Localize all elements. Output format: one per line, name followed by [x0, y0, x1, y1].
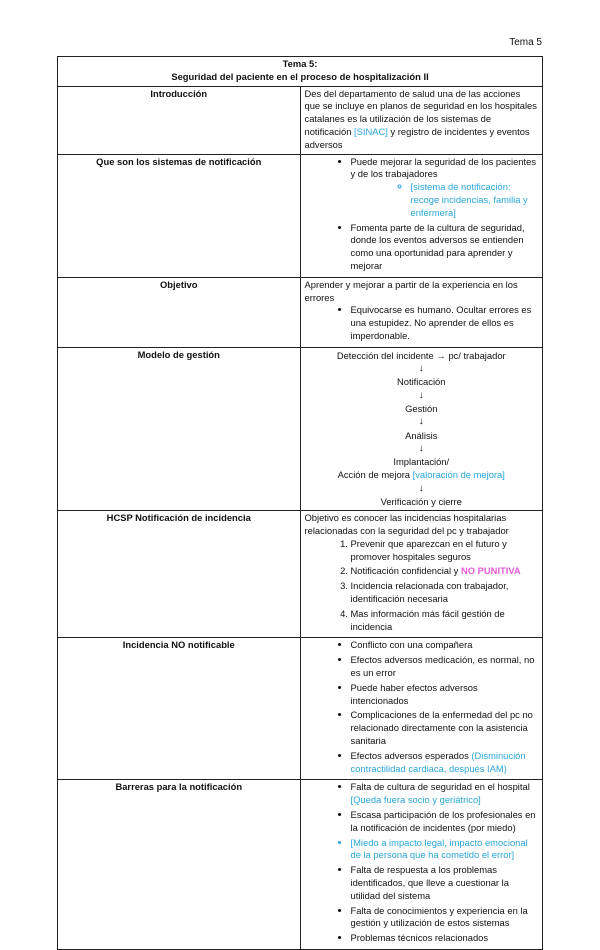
label-hcsp: HCSP Notificación de incidencia — [58, 511, 301, 638]
item-text: Efectos adversos esperados — [350, 749, 472, 761]
flow-step-notificacion: Notificación — [397, 376, 446, 388]
que-son-list — [305, 156, 539, 273]
flow-diagram — [300, 347, 543, 511]
barreras-list — [305, 781, 539, 945]
row-introduccion — [58, 86, 543, 154]
content-barreras — [300, 780, 543, 950]
down-arrow-icon: ↓ — [418, 482, 424, 494]
intro-text-a: Des del departamento de salud una de las acciones que se incluye en planos de seguridad en los hospitales catalanes es la utilización de los sistemas de notificación — [304, 87, 537, 137]
accion-text: Acción de mejora — [337, 469, 413, 481]
flow-step-accion — [305, 468, 539, 481]
item-text: Notificación confidencial y — [350, 565, 461, 577]
no-punitiva: NO PUNITIVA — [460, 565, 521, 577]
no-notificable-list — [305, 639, 539, 775]
accion-note: [valoración de mejora] — [412, 469, 505, 481]
label-introduccion: Introducción — [58, 86, 301, 154]
flow-step-analisis: Análisis — [405, 429, 438, 441]
flow-step-implantacion: Implantación/ — [393, 456, 450, 468]
list-item: • Falta de conocimientos y experiencia en la gestión y utilización de estos sistemas — [351, 905, 539, 931]
label-barreras: Barreras para la notificación — [58, 780, 301, 950]
sub-list — [351, 181, 539, 219]
row-objetivo — [58, 277, 543, 347]
item-text: Falta de cultura de seguridad en el hospital — [350, 781, 530, 793]
title-row — [58, 57, 543, 87]
list-item: 3. Incidencia relacionada con trabajador, identificación necesaria — [351, 580, 539, 606]
row-modelo — [58, 347, 543, 511]
down-arrow-icon: ↓ — [418, 442, 424, 454]
flow-step-verificacion: Verificación y cierre — [380, 496, 462, 507]
objetivo-text: Aprender y mejorar a partir de la experiencia en los errores — [304, 278, 518, 303]
row-barreras — [58, 780, 543, 950]
list-item: • Conflicto con una compañera — [351, 639, 539, 652]
content-introduccion — [300, 86, 543, 154]
label-modelo: Modelo de gestión — [58, 347, 301, 511]
title-cell — [58, 57, 543, 87]
content-objetivo — [300, 277, 543, 347]
intro-sinac: [SINAC] — [354, 125, 388, 137]
content-no-notificable — [300, 638, 543, 780]
flow-step-gestion: Gestión — [405, 402, 438, 414]
label-objetivo: Objetivo — [58, 277, 301, 347]
list-item: 1. Prevenir que aparezcan en el futuro y promover hospitales seguros — [351, 538, 539, 564]
list-item: • Problemas técnicos relacionados — [351, 932, 539, 945]
item-note: (Disminución contractilidad cardiaca, después IAM) — [350, 749, 526, 774]
intro-text-b: y registro de incidentes y eventos adversos — [304, 125, 530, 150]
down-arrow-icon: ↓ — [418, 389, 424, 401]
list-item: • Fomenta parte de la cultura de seguridad, donde los eventos adversos se entienden como una oportunidad para aprender y mejorar — [351, 222, 539, 273]
title-line-2: Seguridad del paciente en el proceso de hospitalización II — [171, 70, 429, 82]
list-item — [351, 750, 539, 776]
label-no-notificable: Incidencia NO notificable — [58, 638, 301, 780]
list-item: 4. Mas información más fácil gestión de incidencia — [351, 608, 539, 634]
row-que-son — [58, 154, 543, 277]
down-arrow-icon: ↓ — [418, 363, 424, 375]
hcsp-list — [305, 538, 539, 634]
flow-step-deteccion: Detección del incidente → pc/ trabajador — [336, 349, 506, 361]
list-item: • Escasa participación de los profesionales en la notificación de incidentes (por miedo) — [351, 809, 539, 835]
page-header: Tema 5 — [509, 37, 542, 48]
list-item: • Efectos adversos medicación, es normal, no es un error — [351, 654, 539, 680]
list-item — [351, 781, 539, 807]
list-item: • Puede haber efectos adversos intencionados — [351, 682, 539, 708]
row-hcsp — [58, 511, 543, 638]
list-item — [351, 156, 539, 220]
item-note: [Queda fuera socio y geriátrico] — [350, 794, 481, 806]
hcsp-text: Objetivo es conocer las incidencias hospitalarias relacionadas con la seguridad del pc y trabajador — [304, 512, 509, 537]
objetivo-list — [305, 304, 539, 342]
summary-table — [57, 56, 543, 950]
list-item: • Complicaciones de la enfermedad del pc no relacionado directamente con la asistencia sanitaria — [351, 709, 539, 747]
bullet-text: Puede mejorar la seguridad de los pacientes y de los trabajadores — [350, 155, 537, 180]
list-item: • [Miedo a impacto legal, impacto emocional de la persona que ha cometido el error] — [351, 837, 539, 863]
list-item: • Falta de respuesta a los problemas identificados, que lleve a cuestionar la utilidad del sistema — [351, 864, 539, 902]
down-arrow-icon: ↓ — [418, 416, 424, 428]
content-que-son — [300, 154, 543, 277]
row-no-notificable — [58, 638, 543, 780]
content-hcsp — [300, 511, 543, 638]
label-que-son: Que son los sistemas de notificación — [58, 154, 301, 277]
title-line-1: Tema 5: — [282, 58, 318, 69]
list-item — [351, 565, 539, 578]
list-item: • Equivocarse es humano. Ocultar errores es una estupidez. No aprender de ellos es imperdonable. — [351, 304, 539, 342]
sub-list-item: ◦ [sistema de notificación: recoge incidencias, familia y enfermera] — [411, 181, 539, 219]
